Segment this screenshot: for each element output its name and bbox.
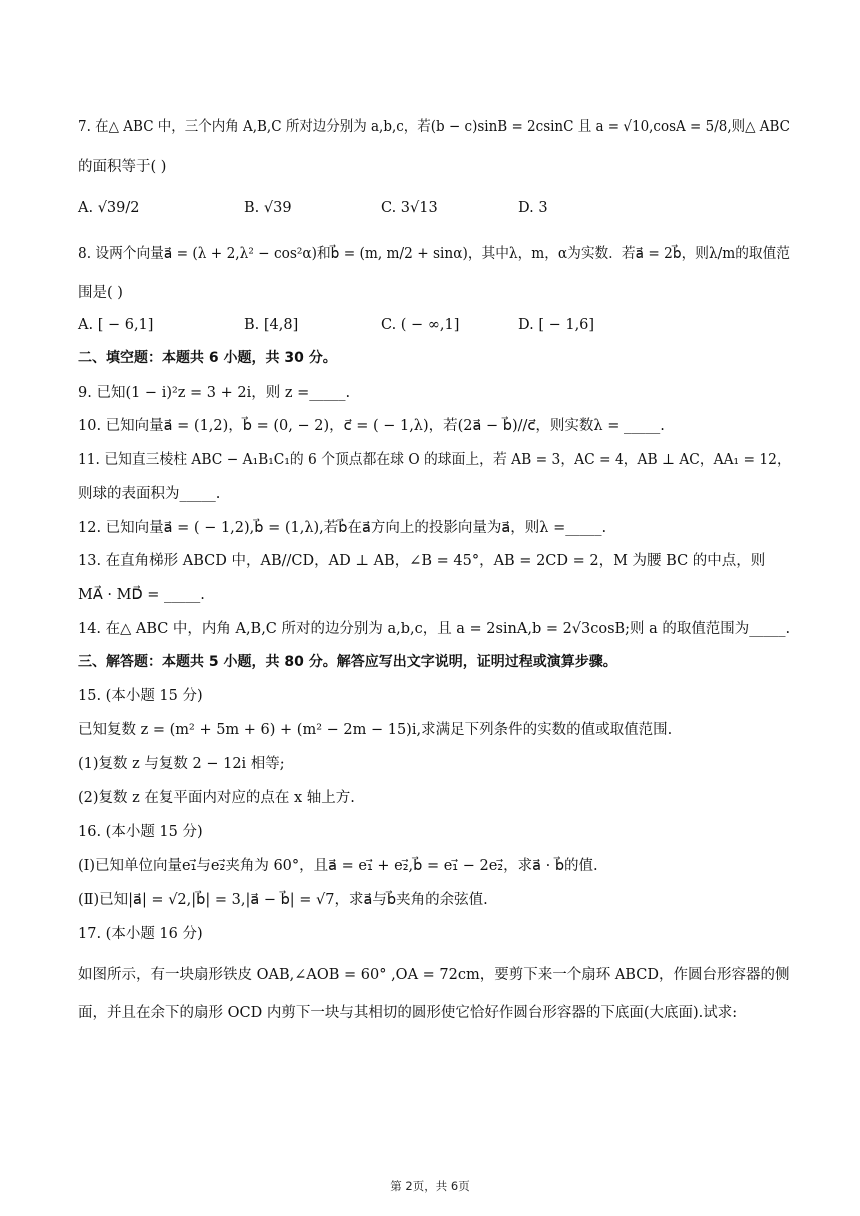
q11-line2: 则球的表面积为_____. [78,486,221,502]
q15-stem: 已知复数 z = (m² + 5m + 6) + (m² − 2m − 15)i,求满足下列条件的实数的值或取值范围. [78,722,673,738]
q8-line1: 8. 设两个向量a⃗ = (λ + 2,λ² − cos²α)和b⃗ = (m, m/2 + sinα)，其中λ，m，α为实数．若a⃗ = 2b⃗，则λ/m的取值范 [78,246,790,262]
section-solution-heading: 三、解答题：本题共 5 小题，共 80 分。解答应写出文字说明，证明过程或演算步骤。 [78,654,617,670]
section-fill-in-heading: 二、填空题：本题共 6 小题，共 30 分。 [78,350,337,366]
page-footer: 第 2页，共 6页 [390,1179,470,1193]
q15-part2: (2)复数 z 在复平面内对应的点在 x 轴上方. [78,790,355,806]
q8-option-c: C. ( − ∞,1] [381,317,460,333]
q17-line2: 面，并且在余下的扇形 OCD 内剪下一块与其相切的圆形使它恰好作圆台形容器的下底面(大底面).试求: [78,1005,738,1021]
q8-option-a: A. [ − 6,1] [78,317,154,333]
q13-line1: 13. 在直角梯形 ABCD 中，AB//CD，AD ⊥ AB，∠B = 45°，AB = 2CD = 2，M 为腰 BC 的中点，则 [78,553,766,569]
q9: 9. 已知(1 − i)²z = 3 + 2i，则 z =_____. [78,385,351,401]
q8-line2: 围是( ) [78,285,123,301]
q7-option-a: A. √39/2 [78,200,140,216]
q7-option-d: D. 3 [518,200,548,216]
q11-line1: 11. 已知直三棱柱 ABC − A₁B₁C₁的 6 个顶点都在球 O 的球面上，若 AB = 3，AC = 4，AB ⊥ AC，AA₁ = 12， [78,452,791,468]
q16-part1: (Ⅰ)已知单位向量e₁⃗与e₂⃗夹角为 60°，且a⃗ = e₁⃗ + e₂⃗,b⃗ = e₁⃗ − 2e₂⃗，求a⃗ · b⃗的值. [78,858,598,874]
q8-option-d: D. [ − 1,6] [518,317,595,333]
q14: 14. 在△ ABC 中，内角 A,B,C 所对的边分别为 a,b,c，且 a = 2sinA,b = 2√3cosB;则 a 的取值范围为_____. [78,621,791,637]
q12: 12. 已知向量a⃗ = ( − 1,2),b⃗ = (1,λ),若b⃗在a⃗方向上的投影向量为a⃗，则λ =_____. [78,520,607,536]
q8-option-b: B. [4,8] [244,317,299,333]
q17-heading: 17. (本小题 16 分) [78,926,203,942]
q7-option-c: C. 3√13 [381,200,438,216]
q17-line1: 如图所示，有一块扇形铁皮 OAB,∠AOB = 60° ,OA = 72cm，要剪下来一个扇环 ABCD，作圆台形容器的侧 [78,967,790,983]
q7-line2: 的面积等于( ) [78,159,167,175]
q15-heading: 15. (本小题 15 分) [78,688,203,704]
q10: 10. 已知向量a⃗ = (1,2)，b⃗ = (0, − 2)，c⃗ = ( − 1,λ)，若(2a⃗ − b⃗)//c⃗，则实数λ = _____. [78,418,665,434]
q16-heading: 16. (本小题 15 分) [78,824,203,840]
q15-part1: (1)复数 z 与复数 2 − 12i 相等; [78,756,285,772]
q16-part2: (Ⅱ)已知|a⃗| = √2,|b⃗| = 3,|a⃗ − b⃗| = √7，求a⃗与b⃗夹角的余弦值. [78,892,488,908]
q7-line1: 7. 在△ ABC 中，三个内角 A,B,C 所对边分别为 a,b,c，若(b − c)sinB = 2csinC 且 a = √10,cosA = 5/8,则△ ABC [78,119,790,135]
q13-line2: MA⃗ · MD⃗ = _____. [78,587,205,603]
q7-option-b: B. √39 [244,200,292,216]
